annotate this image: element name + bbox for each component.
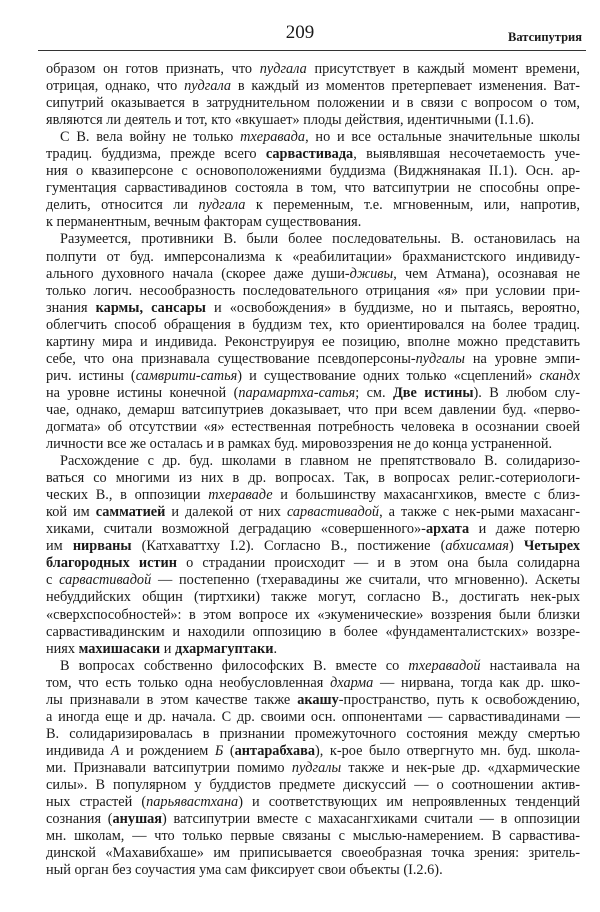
- text-run: сипутрий оказывается в затруднительном положении и в связи с вопросом о том,: [46, 95, 580, 112]
- italic-term: пудгалы: [291, 759, 342, 776]
- bold-cross-reference: акашу: [297, 691, 339, 708]
- text-run: ): [508, 538, 524, 555]
- text-run: картину мира и индивида. Реконструируя ее позицию, вполне можно представить: [46, 333, 580, 350]
- italic-term: А: [110, 742, 120, 759]
- bold-cross-reference: самматией: [95, 504, 166, 521]
- text-run: ), к-рое было отвергнуто мн. буд. школа-: [315, 742, 580, 759]
- text-run: догмата» об отсутствии «я» естественная потребность человека в осознании своей: [46, 418, 580, 435]
- text-line: [46, 112, 580, 129]
- text-run: — нирвана, тогда как др. шко-: [373, 674, 580, 691]
- text-run: ) и существование одних только «сцеплений»: [237, 367, 540, 384]
- text-line: [46, 163, 580, 180]
- italic-term: пудгалы: [415, 350, 465, 367]
- text-run: -пространство, путь к освобождению,: [338, 691, 580, 708]
- bold-cross-reference: сарвастивада: [265, 146, 354, 163]
- bold-cross-reference: Две истины: [392, 384, 474, 401]
- italic-term: скандх: [539, 367, 580, 384]
- text-run: «сверхспособностей»: в этом вопросе их «экуменические» воззрения были близки: [46, 606, 580, 623]
- text-line: [46, 777, 580, 794]
- italic-term: пудгала: [198, 197, 246, 214]
- text-run: силы». В популярном у буддистов предмете дискуссий — о соотношении актив-: [46, 776, 580, 793]
- text-run: сознания (: [46, 811, 113, 828]
- text-line: [46, 317, 580, 334]
- text-line: [46, 709, 580, 726]
- text-run: ) и соответствующих им непроявленных тенденций: [238, 794, 580, 811]
- text-run: традиц. буддизма, прежде всего: [46, 146, 266, 163]
- text-run: и рождением: [119, 742, 215, 759]
- text-line: [46, 419, 580, 436]
- article-body: [46, 61, 580, 879]
- text-run: мн. школам, — что только первые связаны с мыслью-намерением. В сарвастива-: [46, 828, 580, 845]
- italic-term: парьявастхана: [146, 794, 239, 811]
- bold-cross-reference: анушая: [112, 811, 163, 828]
- text-run: Разумеется, противники В. были более последовательны. В. остановилась на: [60, 231, 580, 248]
- italic-term: дживы: [349, 265, 394, 282]
- text-run: и «освобождения» в буддизме, но и пытаясь, вероятно,: [205, 299, 580, 316]
- text-line: [46, 129, 580, 146]
- text-run: кой им: [46, 504, 96, 521]
- paragraph: [46, 658, 580, 880]
- text-line: [46, 214, 580, 231]
- italic-term: сарвастивадой: [59, 572, 152, 589]
- paragraph: [46, 129, 580, 231]
- text-line: [46, 658, 580, 675]
- text-run: и: [160, 640, 175, 657]
- text-line: [46, 436, 580, 453]
- text-line: [46, 368, 580, 385]
- text-run: ). В любом слу-: [473, 384, 580, 401]
- text-run: ) ватсипутрии вместе с махасангхиками считали — в оппозиции: [162, 811, 580, 828]
- text-line: [46, 470, 580, 487]
- text-run: С В. вела войну не только: [60, 129, 241, 146]
- italic-term: тхеравада: [240, 129, 306, 146]
- text-line: [46, 641, 580, 658]
- text-run: полпути от буд. имперсонализма к «реабилитации» брахманистского индивиду-: [46, 248, 580, 265]
- text-run: только логич. несообразность последовательного отрицания «я» при условии при-: [46, 282, 580, 299]
- text-run: (: [223, 742, 235, 759]
- text-line: [46, 266, 580, 283]
- text-line: [46, 589, 580, 606]
- text-line: [46, 231, 580, 248]
- text-run: образом он готов признать, что: [46, 61, 260, 77]
- bold-cross-reference: кармы, сансары: [95, 299, 206, 316]
- text-run: индивида: [46, 742, 111, 759]
- text-run: являются ли деятель и тот, кто «вкушает» плоды действия, идентичными (I.1.6).: [46, 112, 535, 129]
- text-run: а иногда еще и др. начала. С др. своими осн. оппонентами — сарвастивадинами —: [46, 708, 580, 725]
- text-run: облегчить способ обращения в буддизм тех, кто ориентировался на более традиц.: [46, 316, 580, 333]
- text-run: к переменным, т.е. мгновенным, или, напротив,: [245, 197, 580, 214]
- header-rule: [38, 50, 586, 51]
- text-run: том, что есть только одна необусловленная: [46, 674, 331, 691]
- text-run: (Катхаваттху I.2). Согласно В., постижение (: [131, 538, 446, 555]
- text-line: [46, 249, 580, 266]
- text-run: отрицая, однако, что: [46, 78, 185, 95]
- text-run: , выявлявшая несочетаемость уче-: [353, 146, 580, 163]
- text-run: ния о квазиперсоне с основоположениями буддизма (Виджнянакая II.1). Осн. ар-: [46, 163, 580, 180]
- text-line: [46, 572, 580, 589]
- italic-term: парамартха-сатья: [238, 384, 356, 401]
- text-run: , но и все остальные значительные школы: [305, 129, 580, 146]
- bold-cross-reference: архата: [425, 521, 470, 538]
- text-run: также и нек-рые др. «дхармические: [341, 759, 580, 776]
- italic-term: тхеравадой: [408, 657, 481, 674]
- text-run: ных страстей (: [46, 794, 147, 811]
- bold-cross-reference: дхармагуптаки: [174, 640, 274, 657]
- text-run: и даже потерю: [469, 521, 580, 538]
- text-line: [46, 538, 580, 555]
- text-run: небуддийских общин (тиртхики) также могут, согласно В., достигать нек-рых: [46, 589, 580, 606]
- text-run: динской «Махавибхаше» им приписывается своеобразная точка зрения: зритель-: [46, 845, 580, 862]
- paragraph: [46, 231, 580, 453]
- text-line: [46, 351, 580, 368]
- italic-term: самврити-сатья: [135, 367, 238, 384]
- italic-term: пудгала: [259, 61, 307, 77]
- text-run: на уровне истины конечной (: [46, 384, 239, 401]
- text-run: В. солидаризировалась в признании промежуточного состояния между смертью: [46, 725, 580, 742]
- text-line: [46, 862, 580, 879]
- text-run: к перманентным, вечным факторам существования.: [46, 214, 362, 231]
- text-line: [46, 180, 580, 197]
- bold-cross-reference: благородных истин: [46, 555, 177, 572]
- text-run: в каждый из моментов претерпевает изменения. Ват-: [231, 78, 580, 95]
- text-run: гументация сарвастивадинов состояла в том, что ватсипутрии не способны опре-: [46, 180, 580, 197]
- text-line: [46, 197, 580, 214]
- text-run: на уровне эмпи-: [464, 350, 580, 367]
- text-run: ческих В., в оппозиции: [46, 487, 209, 504]
- text-run: себе, что она признавала существование псевдоперсоны-: [46, 350, 416, 367]
- text-line: [46, 555, 580, 572]
- text-line: [46, 283, 580, 300]
- text-run: , а также с нек-рыми махасанг-: [379, 504, 580, 521]
- text-run: знания: [46, 299, 96, 316]
- text-line: [46, 487, 580, 504]
- text-run: ваться со многими из них в др. вопросах. Так, в вопросах религ.-сотериологи-: [46, 470, 580, 487]
- text-run: о страдании происходит — и в этом она была солидарна: [176, 555, 580, 572]
- text-run: .: [273, 640, 278, 657]
- italic-term: сарвастивадой: [286, 504, 380, 521]
- text-line: [46, 845, 580, 862]
- text-line: [46, 743, 580, 760]
- text-line: [46, 385, 580, 402]
- text-run: рич. истины (: [46, 367, 136, 384]
- page-number: 209: [285, 22, 315, 43]
- bold-cross-reference: Четырех: [523, 538, 580, 555]
- text-run: лы признавали в этом качестве также: [46, 691, 298, 708]
- italic-term: пудгала: [184, 78, 232, 95]
- text-run: и далекой от них: [165, 504, 287, 521]
- text-line: [46, 146, 580, 163]
- paragraph: [46, 61, 580, 129]
- bold-cross-reference: махишасаки: [78, 640, 161, 657]
- italic-term: Б: [214, 742, 224, 759]
- text-line: [46, 760, 580, 777]
- text-run: ; см.: [355, 384, 393, 401]
- running-title: Ватсипутрия: [508, 30, 582, 44]
- text-run: настаивала на: [480, 657, 580, 674]
- text-run: с: [46, 572, 60, 589]
- text-run: ми. Признавали ватсипутрии помимо: [46, 759, 292, 776]
- text-run: — постепенно (тхеравадины же считали, что мгновенно). Аскеты: [151, 572, 580, 589]
- text-line: [46, 675, 580, 692]
- text-line: [46, 692, 580, 709]
- text-run: ный орган без соучастия ума сам фиксирует свои объекты (I.2.6).: [46, 862, 443, 879]
- paragraph: [46, 453, 580, 658]
- text-run: и большинству махасангхиков, вместе с близ-: [272, 487, 580, 504]
- text-run: В вопросах собственно философских В. вместе со: [60, 657, 409, 674]
- text-line: [46, 334, 580, 351]
- text-line: [46, 726, 580, 743]
- text-run: ниях: [46, 640, 79, 657]
- text-line: [46, 624, 580, 641]
- text-run: , чем Атмана), осознавая не: [393, 265, 580, 282]
- text-run: делить, относится ли: [46, 197, 199, 214]
- text-line: [46, 811, 580, 828]
- text-line: [46, 453, 580, 470]
- italic-term: абхисамая: [445, 538, 509, 555]
- italic-term: тхераваде: [208, 487, 273, 504]
- text-line: [46, 402, 580, 419]
- text-line: [46, 521, 580, 538]
- text-line: [46, 95, 580, 112]
- text-run: присутствует в каждый момент времени,: [306, 61, 580, 77]
- text-line: [46, 61, 580, 78]
- text-run: ального духовного начала (скорее даже души-: [46, 265, 350, 282]
- text-line: [46, 794, 580, 811]
- text-run: им: [46, 538, 73, 555]
- italic-term: дхарма: [330, 674, 374, 691]
- text-run: сарвастивадинским и находили оппозицию в более «фундаменталистских» воззре-: [46, 623, 580, 640]
- text-run: чае, однако, демарш ватсипутриев доказывает, что при всем давлении буд. «перво-: [46, 401, 580, 418]
- text-run: Расхождение с др. буд. школами в главном не препятствовало В. солидаризо-: [60, 453, 580, 470]
- text-line: [46, 504, 580, 521]
- text-line: [46, 607, 580, 624]
- text-run: хиками, считали возможной деградацию «совершенного»-: [46, 521, 426, 538]
- bold-cross-reference: антарабхава: [234, 742, 316, 759]
- bold-cross-reference: нирваны: [72, 538, 132, 555]
- text-line: [46, 300, 580, 317]
- text-line: [46, 78, 580, 95]
- text-line: [46, 828, 580, 845]
- text-run: личности все же осталась и в рамках буд. мировоззрения не до конца устраненной.: [46, 436, 553, 453]
